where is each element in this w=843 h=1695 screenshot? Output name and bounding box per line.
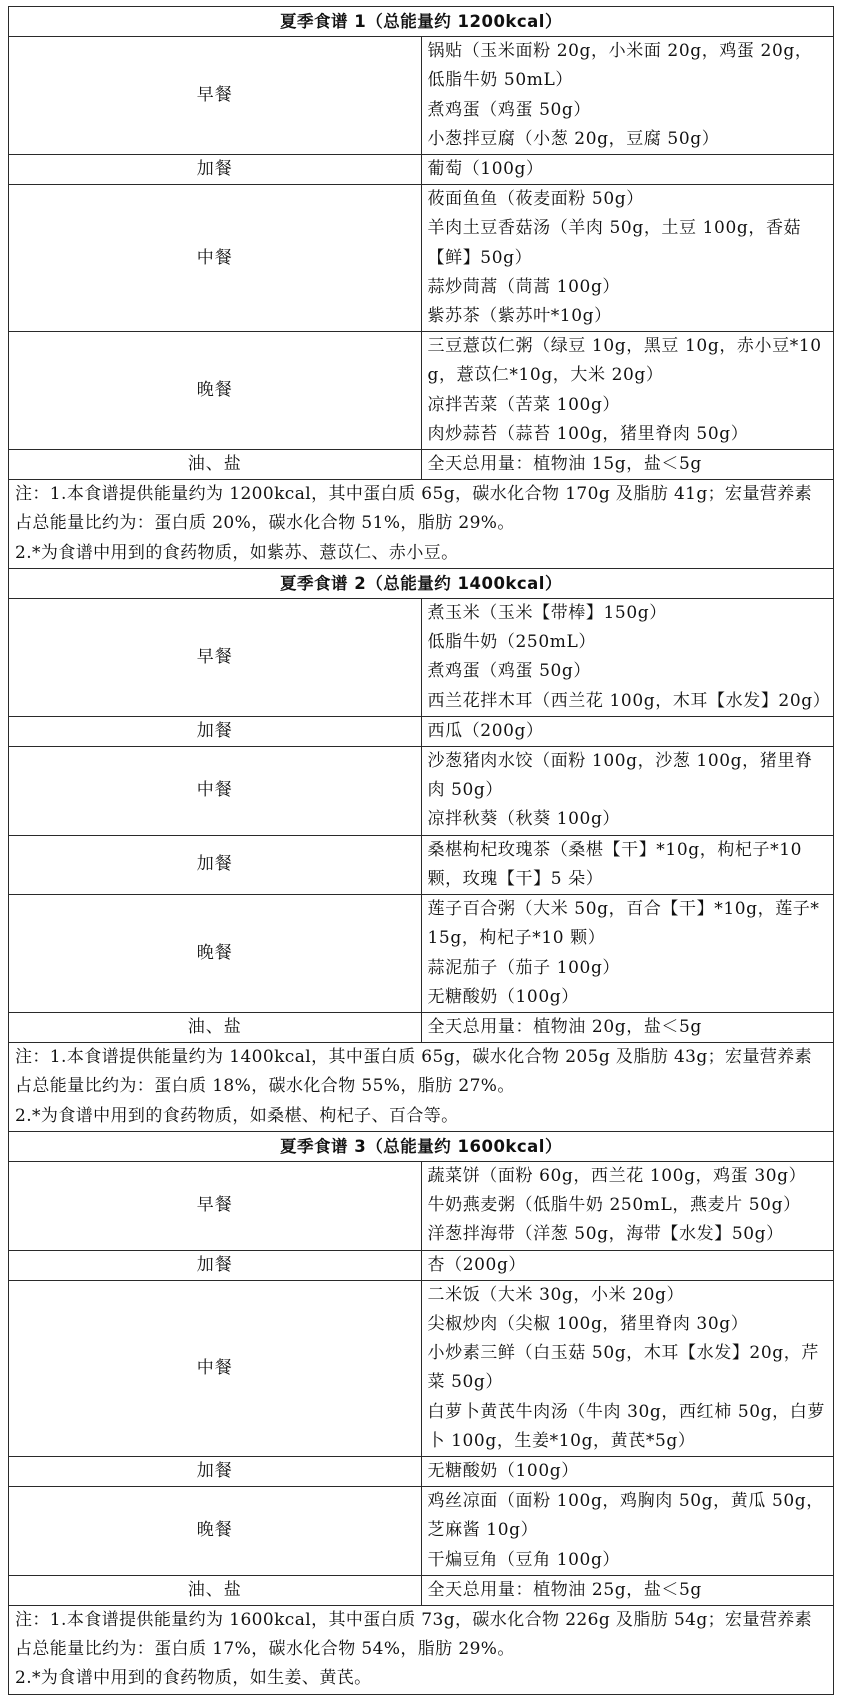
note-line: 注：1.本食谱提供能量约为 1200kcal，其中蛋白质 65g，碳水化合物 170g 及脂肪 41g；宏量营养素占总能量比约为：蛋白质 20%，碳水化合物 51%，脂肪 29%。 (15, 484, 813, 534)
meal-label: 加餐 (9, 1250, 422, 1280)
meal-items (421, 1456, 834, 1486)
meal-label: 油、盐 (9, 1575, 422, 1605)
note-line: 2.*为食谱中用到的食药物质，如桑椹、枸杞子、百合等。 (15, 1105, 459, 1126)
dish-item: 小葱拌豆腐（小葱 20g，豆腐 50g） (427, 128, 720, 149)
dish-item: 杏（200g） (427, 1254, 527, 1275)
dish-item: 煮鸡蛋（鸡蛋 50g） (427, 99, 592, 120)
dish-item: 全天总用量：植物油 15g，盐＜5g (427, 454, 702, 475)
meal-label: 早餐 (9, 37, 422, 155)
note-line: 注：1.本食谱提供能量约为 1400kcal，其中蛋白质 65g，碳水化合物 205g 及脂肪 43g；宏量营养素占总能量比约为：蛋白质 18%，碳水化合物 55%，脂肪 27%。 (15, 1047, 813, 1097)
meal-row (9, 1161, 834, 1250)
meal-row (9, 1456, 834, 1486)
meal-items (421, 895, 834, 1013)
menu-table-body (9, 7, 834, 1695)
menu-notes-row (9, 480, 834, 569)
meal-items (421, 716, 834, 746)
dish-item: 凉拌秋葵（秋葵 100g） (427, 809, 621, 830)
menu-title: 夏季食谱 1（总能量约 1200kcal） (9, 7, 834, 37)
meal-row (9, 895, 834, 1013)
dish-item: 无糖酸奶（100g） (427, 986, 579, 1007)
meal-label: 早餐 (9, 599, 422, 717)
dish-item: 莲子百合粥（大米 50g，百合【干】*10g，莲子*15g，枸杞子*10 颗） (427, 899, 820, 949)
meal-row (9, 1487, 834, 1576)
meal-label: 晚餐 (9, 332, 422, 450)
meal-items (421, 450, 834, 480)
dish-item: 葡萄（100g） (427, 159, 544, 180)
meal-row (9, 716, 834, 746)
menu-title-row (9, 1131, 834, 1161)
dish-item: 蔬菜饼（面粉 60g，西兰花 100g，鸡蛋 30g） (427, 1165, 807, 1186)
meal-items (421, 1487, 834, 1576)
meal-row (9, 1280, 834, 1456)
dish-item: 蒜炒茼蒿（茼蒿 100g） (427, 276, 621, 297)
dish-item: 三豆薏苡仁粥（绿豆 10g，黑豆 10g，赤小豆*10g，薏苡仁*10g，大米 20g） (427, 336, 822, 386)
dish-item: 牛奶燕麦粥（低脂牛奶 250mL，燕麦片 50g） (427, 1195, 801, 1216)
menu-notes (9, 480, 834, 569)
meal-items (421, 37, 834, 155)
dish-item: 小炒素三鲜（白玉菇 50g，木耳【水发】20g，芹菜 50g） (427, 1343, 819, 1393)
dish-item: 煮鸡蛋（鸡蛋 50g） (427, 661, 592, 682)
dish-item: 白萝卜黄芪牛肉汤（牛肉 30g，西红柿 50g，白萝卜 100g，生姜*10g，黄芪*5g） (427, 1401, 825, 1451)
dish-item: 桑椹枸杞玫瑰茶（桑椹【干】*10g，枸杞子*10 颗，玫瑰【干】5 朵） (427, 839, 803, 889)
meal-row (9, 747, 834, 836)
dish-item: 低脂牛奶（250mL） (427, 632, 596, 653)
meal-label: 油、盐 (9, 1012, 422, 1042)
meal-label: 晚餐 (9, 1487, 422, 1576)
meal-row (9, 185, 834, 332)
dish-item: 鸡丝凉面（面粉 100g，鸡胸肉 50g，黄瓜 50g，芝麻酱 10g） (427, 1491, 824, 1541)
meal-label: 晚餐 (9, 895, 422, 1013)
dish-item: 西瓜（200g） (427, 720, 544, 741)
meal-row (9, 1012, 834, 1042)
menu-table (8, 6, 834, 1695)
meal-items (421, 1280, 834, 1456)
dish-item: 蒜泥茄子（茄子 100g） (427, 957, 621, 978)
meal-label: 加餐 (9, 155, 422, 185)
menu-title: 夏季食谱 3（总能量约 1600kcal） (9, 1131, 834, 1161)
dish-item: 肉炒蒜苔（蒜苔 100g，猪里脊肉 50g） (427, 423, 749, 444)
menu-title-row (9, 568, 834, 598)
meal-row (9, 1250, 834, 1280)
note-line: 2.*为食谱中用到的食药物质，如生姜、黄芪。 (15, 1668, 372, 1689)
meal-row (9, 155, 834, 185)
menu-notes-row (9, 1605, 834, 1694)
meal-label: 加餐 (9, 716, 422, 746)
meal-row (9, 37, 834, 155)
meal-label: 加餐 (9, 1456, 422, 1486)
dish-item: 干煸豆角（豆角 100g） (427, 1549, 621, 1570)
meal-row (9, 835, 834, 894)
meal-items (421, 185, 834, 332)
dish-item: 全天总用量：植物油 20g，盐＜5g (427, 1016, 702, 1037)
note-line: 注：1.本食谱提供能量约为 1600kcal，其中蛋白质 73g，碳水化合物 226g 及脂肪 54g；宏量营养素占总能量比约为：蛋白质 17%，碳水化合物 54%，脂肪 29%。 (15, 1609, 813, 1660)
dish-item: 羊肉土豆香菇汤（羊肉 50g，土豆 100g，香菇【鲜】50g） (427, 218, 802, 268)
meal-label: 油、盐 (9, 450, 422, 480)
meal-items (421, 1012, 834, 1042)
meal-label: 加餐 (9, 835, 422, 894)
meal-items (421, 599, 834, 717)
meal-items (421, 1575, 834, 1605)
meal-items (421, 835, 834, 894)
dish-item: 凉拌苦菜（苦菜 100g） (427, 394, 621, 415)
meal-row (9, 599, 834, 717)
dish-item: 煮玉米（玉米【带棒】150g） (427, 603, 667, 624)
dish-item: 无糖酸奶（100g） (427, 1460, 579, 1481)
dish-item: 沙葱猪肉水饺（面粉 100g，沙葱 100g，猪里脊肉 50g） (427, 751, 813, 801)
dish-item: 洋葱拌海带（洋葱 50g，海带【水发】50g） (427, 1224, 784, 1245)
dish-item: 西兰花拌木耳（西兰花 100g，木耳【水发】20g） (427, 690, 831, 711)
menu-notes (9, 1605, 834, 1694)
meal-row (9, 332, 834, 450)
meal-label: 中餐 (9, 747, 422, 836)
dish-item: 全天总用量：植物油 25g，盐＜5g (427, 1579, 702, 1600)
meal-items (421, 747, 834, 836)
dish-item: 二米饭（大米 30g，小米 20g） (427, 1284, 685, 1305)
meal-label: 中餐 (9, 1280, 422, 1456)
dish-item: 锅贴（玉米面粉 20g，小米面 20g，鸡蛋 20g，低脂牛奶 50mL） (427, 41, 813, 91)
meal-items (421, 332, 834, 450)
note-line: 2.*为食谱中用到的食药物质，如紫苏、薏苡仁、赤小豆。 (15, 542, 459, 563)
meal-row (9, 450, 834, 480)
menu-title: 夏季食谱 2（总能量约 1400kcal） (9, 568, 834, 598)
meal-label: 中餐 (9, 185, 422, 332)
meal-items (421, 155, 834, 185)
dish-item: 莜面鱼鱼（莜麦面粉 50g） (427, 189, 644, 210)
dish-item: 紫苏茶（紫苏叶*10g） (427, 306, 612, 327)
menu-notes-row (9, 1043, 834, 1132)
meal-items (421, 1161, 834, 1250)
meal-items (421, 1250, 834, 1280)
menu-title-row (9, 7, 834, 37)
meal-row (9, 1575, 834, 1605)
dish-item: 尖椒炒肉（尖椒 100g，猪里脊肉 30g） (427, 1313, 749, 1334)
menu-notes (9, 1043, 834, 1132)
meal-label: 早餐 (9, 1161, 422, 1250)
